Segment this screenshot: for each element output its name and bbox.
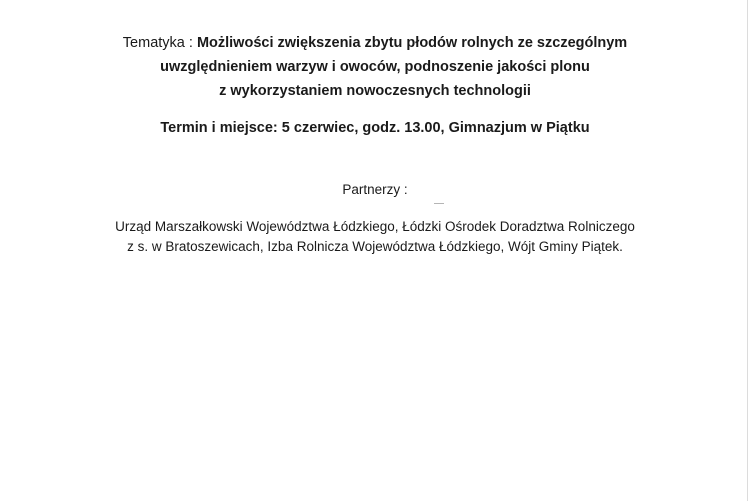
topic-text-1: Możliwości zwiększenia zbytu płodów rolnych ze szczególnym	[196, 35, 628, 51]
partners-line-2: z s. w Bratoszewicach, Izba Rolnicza Województwa Łódzkiego, Wójt Gminy Piątek.	[127, 239, 623, 254]
partners-heading: Partnerzy :	[342, 182, 408, 197]
term-and-place: Termin i miejsce: 5 czerwiec, godz. 13.00, Gimnazjum w Piątku	[160, 120, 590, 136]
decorative-dash	[434, 203, 444, 204]
partners-line-1: Urząd Marszałkowski Województwa Łódzkiego, Łódzki Ośrodek Doradztwa Rolniczego	[115, 219, 635, 234]
topic-line-3: z wykorzystaniem nowoczesnych technologii	[219, 83, 531, 99]
topic-line-1	[0, 34, 750, 52]
topic-label: Tematyka :	[122, 35, 197, 51]
topic-line-2: uwzględnieniem warzyw i owoców, podnoszenie jakości plonu	[160, 59, 590, 75]
